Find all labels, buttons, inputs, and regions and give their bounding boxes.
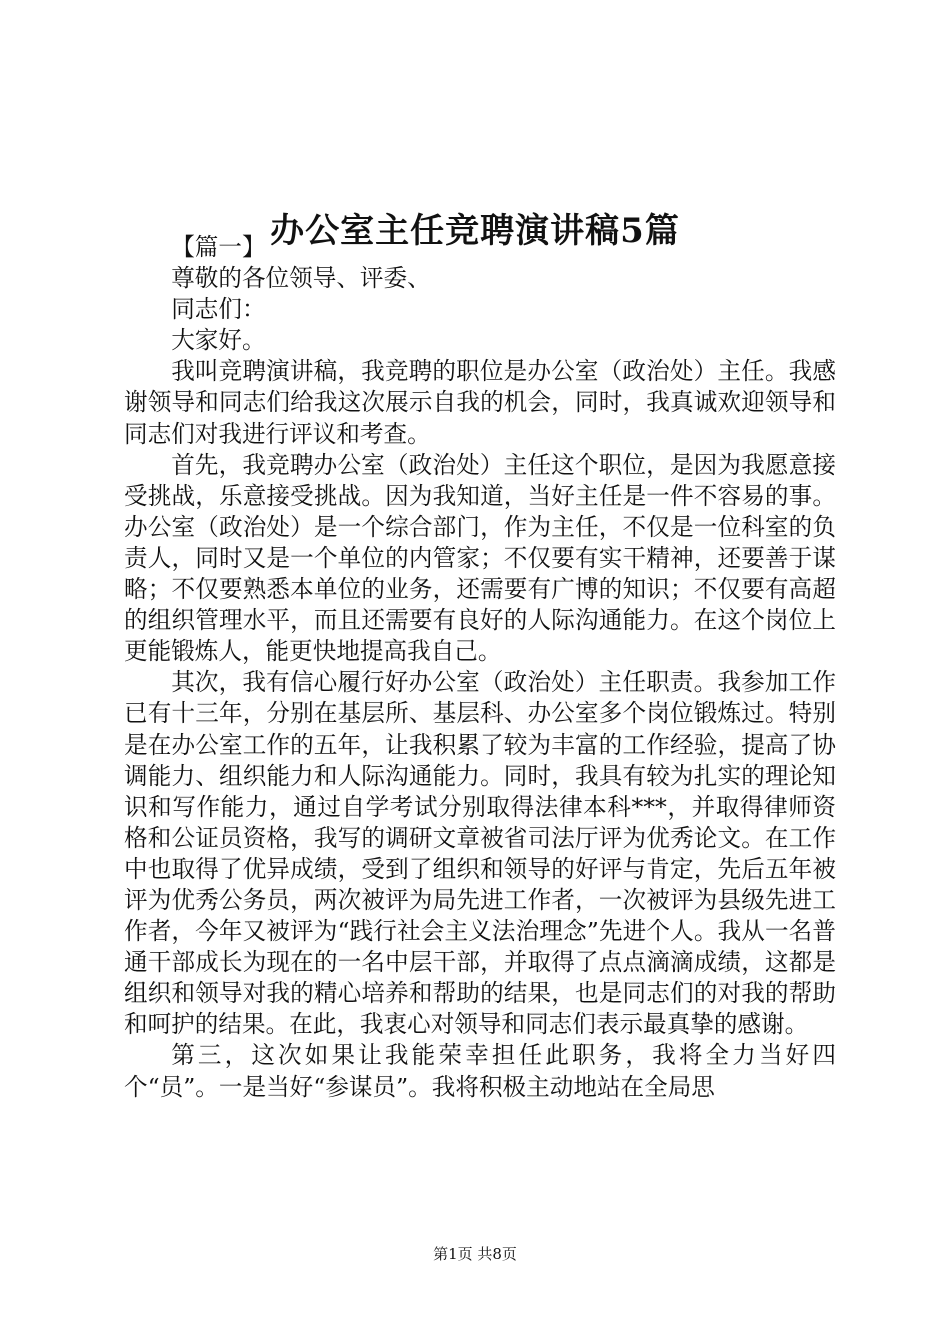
- salutation-line: 同志们：: [171, 295, 266, 324]
- salutation-line: 尊敬的各位领导、评委、: [171, 264, 431, 293]
- body-paragraph: 首先，我竞聘办公室（政治处）主任这个职位，是因为我愿意接受挑战，乐意接受挑战。因为我知道，当好主任是一件不容易的事。办公室（政治处）是一个综合部门，作为主任，不仅是一位科室的负责人，同时又是一个单位的内管家；不仅要有实干精神，还要善于谋略；不仅要熟悉本单位的业务，还需要有广博的知识；不仅要有高超的组织管理水平，而且还需要有良好的人际沟通能力。在这个岗位上更能锻炼人，能更快地提高我自己。: [124, 450, 836, 666]
- page-title: 办公室主任竞聘演讲稿5篇: [270, 210, 680, 251]
- body-paragraph: 第三，这次如果让我能荣幸担任此职务，我将全力当好四个“员”。一是当好“参谋员”。我将积极主动地站在全局思: [124, 1041, 836, 1101]
- greeting-line: 大家好。: [171, 326, 266, 355]
- body-paragraph: 我叫竞聘演讲稿，我竞聘的职位是办公室（政治处）主任。我感谢领导和同志们给我这次展示自我的机会，同时，我真诚欢迎领导和同志们对我进行评议和考查。: [124, 357, 836, 448]
- body-paragraph: 其次，我有信心履行好办公室（政治处）主任职责。我参加工作已有十三年，分别在基层所、基层科、办公室多个岗位锻炼过。特别是在办公室工作的五年，让我积累了较为丰富的工作经验，提高了协调能力、组织能力和人际沟通能力。同时，我具有较为扎实的理论知识和写作能力，通过自学考试分别取得法律本科***，并取得律师资格和公证员资格，我写的调研文章被省司法厅评为优秀论文。在工作中也取得了优异成绩，受到了组织和领导的好评与肯定，先后五年被评为优秀公务员，两次被评为局先进工作者，一次被评为县级先进工作者，今年又被评为“践行社会主义法治理念”先进个人。我从一名普通干部成长为现在的一名中层干部，并取得了点点滴滴成绩，这都是组织和领导对我的精心培养和帮助的结果，也是同志们的对我的帮助和呵护的结果。在此，我衷心对领导和同志们表示最真挚的感谢。: [124, 668, 836, 1039]
- section-heading: 【篇一】: [171, 233, 266, 261]
- document-body: [124, 232, 836, 1103]
- page-number: 第1页 共8页: [433, 1245, 517, 1263]
